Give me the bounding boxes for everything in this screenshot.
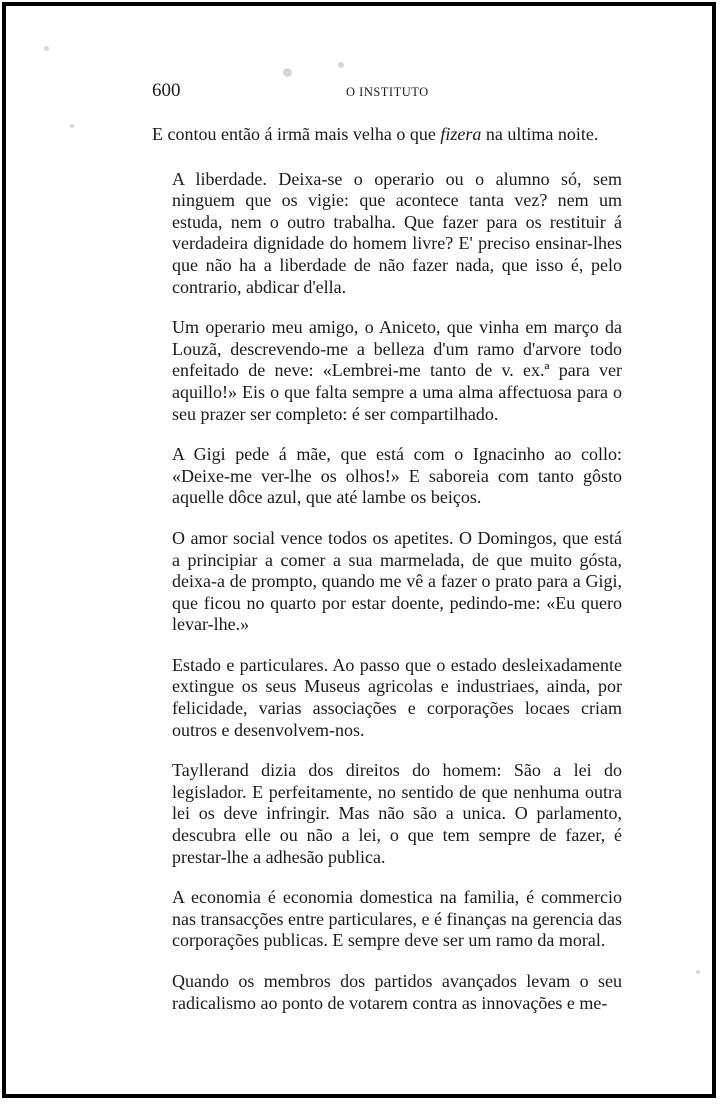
paragraph: Quando os membros dos partidos avançados levam o seu radicalismo ao ponto de votarem contra as innovações e me- [172, 971, 622, 1013]
scan-speck [44, 46, 49, 51]
paragraph: A liberdade. Deixa-se o operario ou o alumno só, sem ninguem que os vigie: que acontece tanta vez? nem um estuda, nem o outro trabalha. Que fazer para os restituir á verdadeira dignidade do homem livre? E' preciso ensinar-lhes que não ha a liberdade de não fazer nada, que isso é, pelo contrario, abdicar d'ella. [172, 168, 622, 297]
emphasized-word: fizera [440, 124, 482, 144]
scan-speck [283, 68, 292, 77]
scan-speck [70, 124, 74, 128]
paragraph: O amor social vence todos os apetites. O Domingos, que está a principiar a comer a sua marmelada, de que muito gósta, deixa-a de prompto, quando me vê a fazer o prato para a Gigi, que ficou no quarto por estar doente, pedindo-me: «Eu quero levar-lhe.» [172, 527, 622, 635]
paragraph-text: na ultima noite. [481, 124, 599, 144]
paragraph: A Gigi pede á mãe, que está com o Ignacinho ao collo: «Deixe-me ver-lhe os olhos!» E saboreia com tanto gôsto aquelle dôce azul, que até lambe os beiços. [172, 444, 622, 508]
journal-title: O INSTITUTO [346, 85, 429, 99]
scan-speck [338, 62, 344, 68]
paragraph: Estado e particulares. Ao passo que o estado desleixadamente extingue os seus Museus agricolas e industriaes, ainda, por felicidade, varias associações e corporações locaes criam outros e desenvolvem-nos. [172, 654, 622, 740]
page-number: 600 [152, 80, 181, 101]
paragraph: A economia é economia domestica na familia, é commercio nas transacções entre particulares, e é finanças na gerencia das corporações publicas. E sempre deve ser um ramo da moral. [172, 887, 622, 951]
paragraph: Um operario meu amigo, o Aniceto, que vinha em março da Louzã, descrevendo-me a belleza d'um ramo d'arvore todo enfeitado de neve: «Lembrei-me tanto de v. ex.ª para ver aquillo!» Eis o que falta sempre a uma alma affectuosa para o seu prazer ser completo: é ser compartilhado. [172, 317, 622, 424]
scan-speck [696, 970, 700, 974]
running-head [152, 80, 622, 102]
paragraph: Tayllerand dizia dos direitos do homem: São a lei do legislador. E perfeitamente, no sentido de que nenhuma outra lei os deve infringir. Mas não são a unica. O parlamento, descubra elle ou não a lei, o que tem sempre de fazer, é prestar-lhe a adhesão publica. [172, 760, 622, 867]
body-text [152, 124, 622, 1033]
paragraph [152, 124, 622, 146]
paragraph-text: E contou então á irmã mais velha o que [152, 124, 441, 144]
